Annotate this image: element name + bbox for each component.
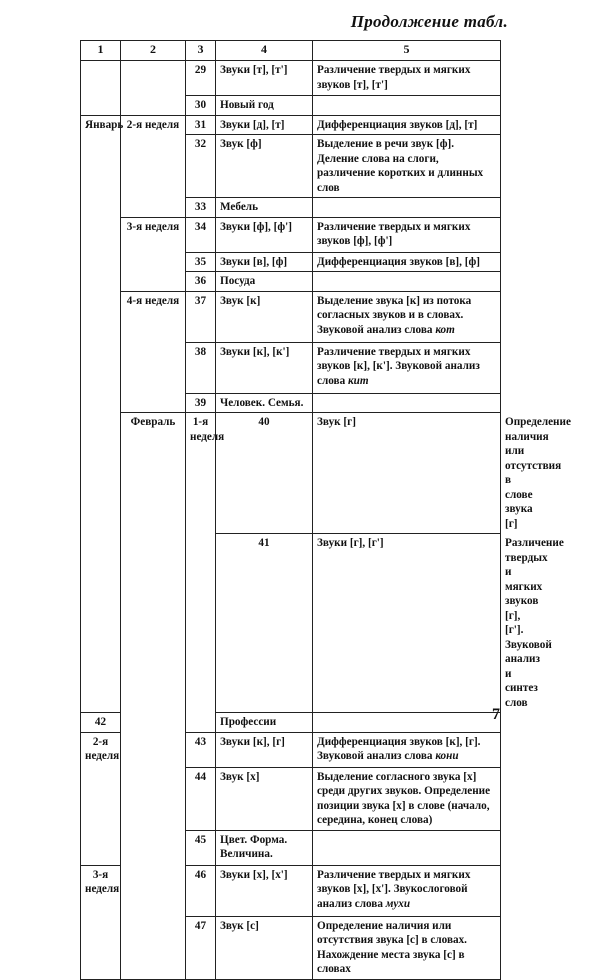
lesson-number: 44 bbox=[186, 767, 216, 830]
lesson-number: 36 bbox=[186, 272, 216, 292]
lesson-task bbox=[313, 865, 501, 916]
lesson-topic: Посуда bbox=[216, 272, 313, 292]
lesson-task bbox=[313, 96, 501, 116]
header-col-2: 2 bbox=[121, 41, 186, 61]
table-row: Февраль 1-я неделя 40 Звук [г] Определение наличия или отсутствия в слове звука [г] bbox=[81, 413, 501, 534]
lesson-task bbox=[313, 393, 501, 413]
lesson-number: 45 bbox=[186, 830, 216, 865]
week-cell bbox=[121, 61, 186, 116]
lesson-topic: Звуки [в], [ф] bbox=[216, 252, 313, 272]
lesson-topic: Человек. Семья. bbox=[216, 393, 313, 413]
lesson-topic: Звук [с] bbox=[216, 916, 313, 979]
task-text: Различение твердых и мягких звуков [х], [х']. Звукослоговой анализ слова bbox=[317, 868, 471, 910]
lesson-number: 31 bbox=[186, 115, 216, 135]
lesson-topic: Звуки [х], [х'] bbox=[216, 865, 313, 916]
lesson-task: Дифференциация звуков [в], [ф] bbox=[313, 252, 501, 272]
lesson-number: 43 bbox=[186, 732, 216, 767]
lesson-number: 30 bbox=[186, 96, 216, 116]
lesson-task bbox=[313, 198, 501, 218]
week-cell: 3-я неделя bbox=[81, 865, 121, 979]
month-cell: Январь bbox=[81, 115, 121, 713]
lesson-task: Различение твердых и мягких звуков [т], [т'] bbox=[313, 61, 501, 96]
task-example-word: кот bbox=[435, 323, 455, 336]
lesson-topic: Звук [к] bbox=[216, 291, 313, 342]
lesson-task bbox=[313, 713, 501, 733]
lesson-topic: Звуки [ф], [ф'] bbox=[216, 217, 313, 252]
lesson-number: 38 bbox=[186, 342, 216, 393]
week-cell: 2-я неделя bbox=[121, 115, 186, 217]
lesson-number: 33 bbox=[186, 198, 216, 218]
lesson-task: Дифференциация звуков [д], [т] bbox=[313, 115, 501, 135]
task-text: Различение твердых и мягких звуков [к], [к']. Звуковой анализ слова bbox=[317, 345, 480, 387]
lesson-topic: Новый год bbox=[216, 96, 313, 116]
month-cell bbox=[81, 61, 121, 116]
lesson-topic: Звуки [г], [г'] bbox=[313, 534, 501, 713]
header-col-5: 5 bbox=[313, 41, 501, 61]
header-col-4: 4 bbox=[216, 41, 313, 61]
task-example-word: кит bbox=[348, 374, 369, 387]
lesson-topic: Звук [ф] bbox=[216, 135, 313, 198]
task-example-word: кони bbox=[435, 750, 459, 762]
week-cell: 1-я неделя bbox=[186, 413, 216, 733]
lesson-task: Различение твердых и мягких звуков [ф], [ф'] bbox=[313, 217, 501, 252]
week-cell: 4-я неделя bbox=[121, 291, 186, 413]
lesson-topic: Мебель bbox=[216, 198, 313, 218]
lesson-task: Определение наличия или отсутствия звука [с] в словах. Нахождение места звука [с] в словах bbox=[313, 916, 501, 979]
week-cell: 3-я неделя bbox=[121, 217, 186, 291]
lesson-number: 41 bbox=[216, 534, 313, 713]
table-row: 41 Звуки [г], [г'] Различение твердых и мягких звуков [г], [г']. Звуковой анализ и синтез слов bbox=[81, 534, 501, 713]
lesson-task bbox=[313, 291, 501, 342]
header-row bbox=[81, 41, 501, 61]
table-row bbox=[81, 217, 501, 252]
lesson-topic: Звуки [т], [т'] bbox=[216, 61, 313, 96]
month-cell: Февраль bbox=[121, 413, 186, 980]
lesson-number: 42 bbox=[81, 713, 121, 733]
table-row bbox=[81, 291, 501, 342]
lesson-number: 35 bbox=[186, 252, 216, 272]
lesson-number: 46 bbox=[186, 865, 216, 916]
lesson-number: 40 bbox=[216, 413, 313, 534]
header-col-3: 3 bbox=[186, 41, 216, 61]
lesson-task: Выделение согласного звука [х] среди других звуков. Определение позиции звука [х] в слове (начало, середина, конец слова) bbox=[313, 767, 501, 830]
lesson-topic: Профессии bbox=[216, 713, 313, 733]
lesson-topic: Звуки [к], [г] bbox=[216, 732, 313, 767]
table-row bbox=[81, 61, 501, 96]
lesson-topic: Звук [г] bbox=[313, 413, 501, 534]
table-caption: Продолжение табл. bbox=[350, 12, 508, 31]
lesson-task bbox=[313, 342, 501, 393]
task-text: Выделение звука [к] из потока согласных звуков и в словах. Звуковой анализ слова bbox=[317, 294, 472, 336]
header-col-1: 1 bbox=[81, 41, 121, 61]
lesson-number: 34 bbox=[186, 217, 216, 252]
task-example-word: мухи bbox=[385, 897, 411, 910]
lesson-number: 47 bbox=[186, 916, 216, 979]
lesson-topic: Звуки [д], [т] bbox=[216, 115, 313, 135]
lesson-topic: Цвет. Форма. Величина. bbox=[216, 830, 313, 865]
lesson-number: 37 bbox=[186, 291, 216, 342]
lesson-task: Выделение в речи звук [ф]. Деление слова на слоги, различение коротких и длинных слов bbox=[313, 135, 501, 198]
lesson-number: 29 bbox=[186, 61, 216, 96]
lesson-number: 39 bbox=[186, 393, 216, 413]
lesson-topic: Звуки [к], [к'] bbox=[216, 342, 313, 393]
lesson-task bbox=[313, 830, 501, 865]
task-text: Дифференциация звуков [к], [г]. Звуковой анализ слова bbox=[317, 735, 481, 762]
week-cell: 2-я неделя bbox=[81, 732, 121, 865]
lesson-plan-table bbox=[80, 40, 571, 980]
table-row bbox=[81, 115, 501, 135]
page-number: 7 bbox=[492, 706, 500, 723]
lesson-task bbox=[313, 272, 501, 292]
lesson-topic: Звук [х] bbox=[216, 767, 313, 830]
lesson-number: 32 bbox=[186, 135, 216, 198]
